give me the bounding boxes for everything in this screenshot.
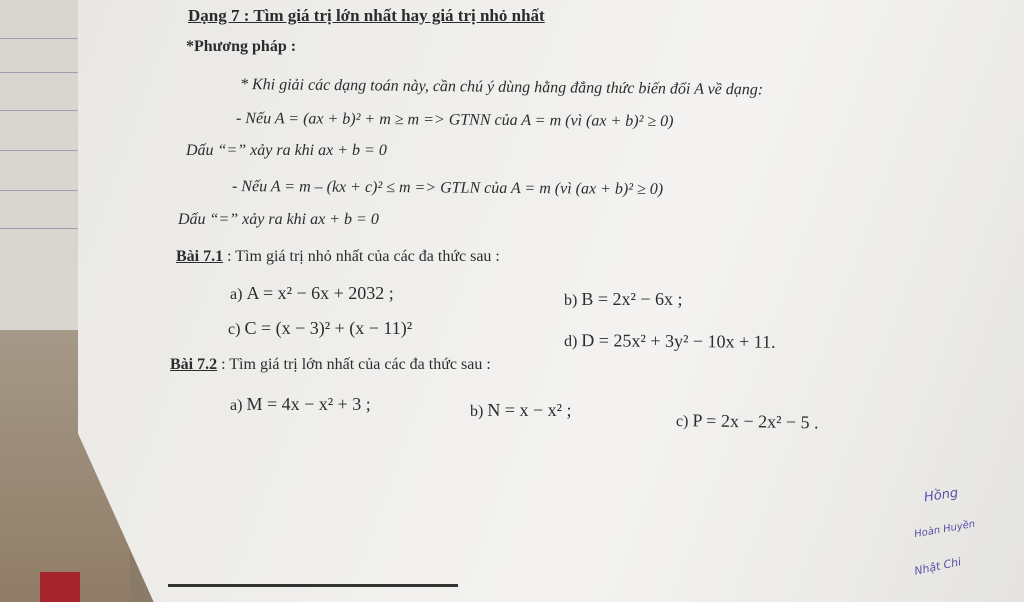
exercise-2-b (470, 400, 572, 421)
case-max-equality: Dấu “=” xảy ra khi ax + b = 0 (178, 211, 379, 228)
case-min: - Nếu A = (ax + b)² + m ≥ m => GTNN của A = m (vì (ax + b)² ≥ 0) (235, 110, 674, 131)
exercise-1-heading (176, 248, 500, 266)
exercise-1-b (564, 289, 683, 310)
exercise-1-c (228, 318, 412, 339)
exercise-2-a (230, 394, 371, 415)
exercise-1-label: Bài 7.1 (176, 248, 224, 265)
handwritten-name-1: Hồng (923, 485, 960, 506)
page-title: Dạng 7 : Tìm giá trị lớn nhất hay giá trị nhỏ nhất (188, 6, 545, 25)
method-intro: * Khi giải các dạng toán này, cần chú ý dùng hằng đẳng thức biến đổi A về dạng: (239, 76, 764, 99)
item-label: b) (564, 292, 578, 309)
handwritten-name-3: Nhật Chi (913, 555, 963, 578)
handwritten-name-2: Hoàn Huyền (913, 518, 977, 541)
formula: M = 4x − x² + 3 ; (246, 394, 371, 414)
formula: A = x² − 6x + 2032 ; (246, 283, 394, 303)
case-max: - Nếu A = m – (kx + c)² ≤ m => GTLN của A = m (vì (ax + b)² ≥ 0) (231, 178, 664, 199)
item-label: c) (675, 413, 689, 431)
exercise-1-d (564, 330, 776, 353)
case-min-equality: Dấu “=” xảy ra khi ax + b = 0 (186, 142, 387, 159)
formula: P = 2x − 2x² − 5 . (692, 410, 819, 433)
formula: N = x − x² ; (487, 400, 572, 420)
bottom-rule (168, 584, 458, 587)
formula: B = 2x² − 6x ; (581, 289, 683, 309)
exercise-1-a (230, 283, 394, 304)
item-label: d) (563, 333, 578, 351)
exercise-2-label: Bài 7.2 (170, 356, 218, 373)
item-label: b) (470, 403, 484, 420)
item-label: c) (228, 321, 241, 338)
exercise-2-c (676, 410, 819, 433)
item-label: a) (230, 286, 243, 303)
exercise-2-text: : Tìm giá trị lớn nhất của các đa thức sau : (217, 356, 491, 373)
formula: D = 25x² + 3y² − 10x + 11. (581, 330, 776, 352)
red-object (40, 572, 80, 602)
formula: C = (x − 3)² + (x − 11)² (244, 318, 413, 338)
item-label: a) (230, 397, 243, 414)
exercise-1-text: : Tìm giá trị nhỏ nhất của các đa thức sau : (223, 248, 500, 265)
exercise-2-heading (170, 356, 491, 374)
method-heading: *Phương pháp : (186, 38, 297, 55)
